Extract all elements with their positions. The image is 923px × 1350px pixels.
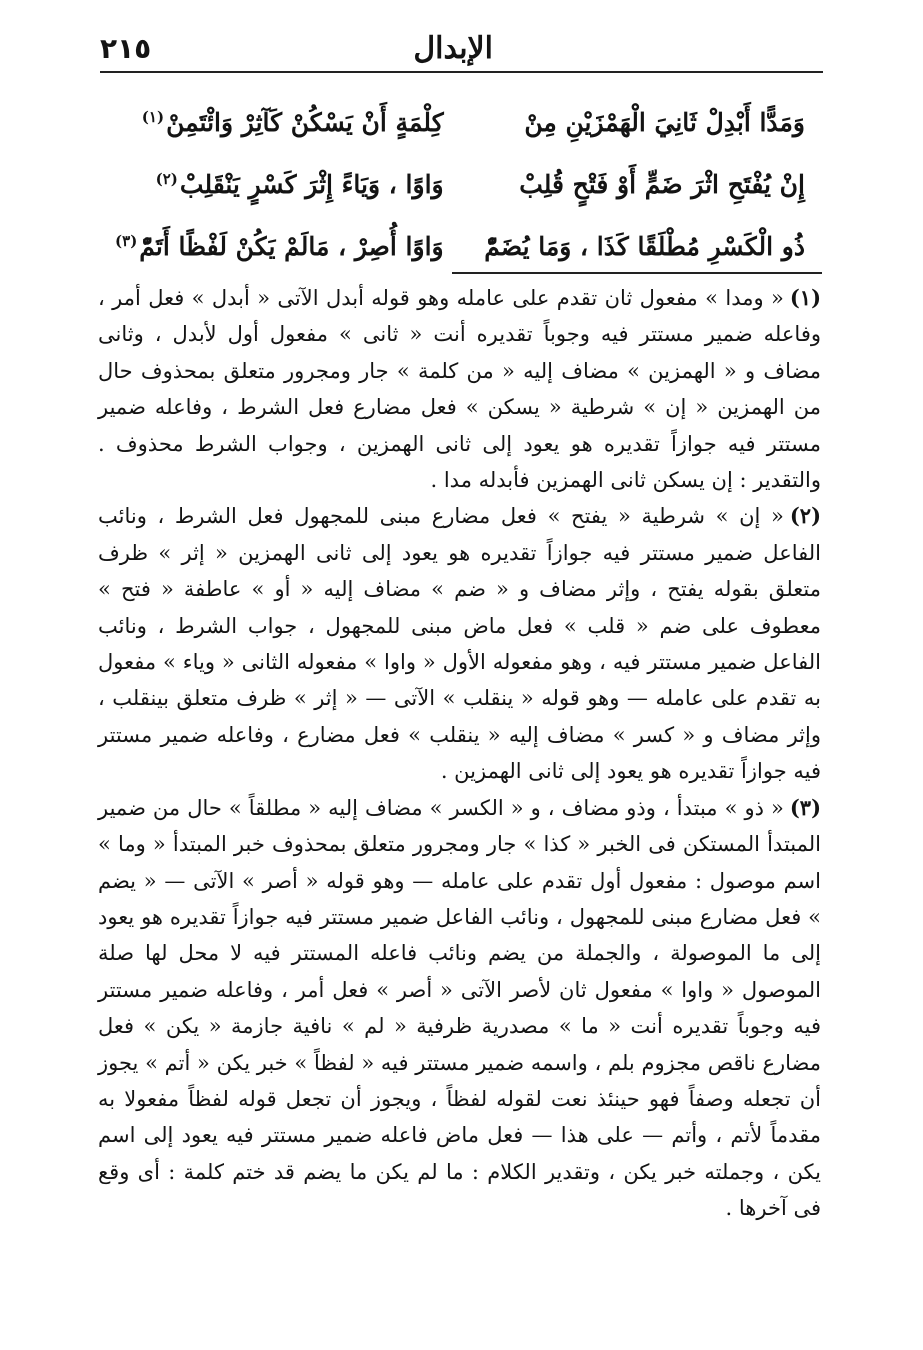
footnotes [98, 280, 821, 1227]
verse-second-hemistich [110, 216, 444, 278]
footnote-separator-rule [452, 272, 822, 274]
footnote-label: (٢) [789, 503, 821, 529]
footnote-text: « ذو » مبتدأ ، وذو مضاف ، و « الكسر » مضاف إليه « مطلقاً » حال من ضمير المبتدأ المستكن فى الخبر « كذا » جار ومجرور متعلق بمحذوف خبر المبتدأ « وما » اسم موصول : مفعول أول تقدم على عامله — وهو قوله « أصر » الآتى — « يضم » فعل مضارع مبنى للمجهول ، ونائب الفاعل ضمير مستتر فيه جوازاً تقديره هو يعود إلى ما الموصولة ، والجملة من يضم ونائب فاعله المستتر فيه لا محل لها صلة الموصول « واوا » مفعول ثان لأصر الآتى « أصر » فعل أمر ، وفاعله ضمير مستتر فيه وجوباً تقديره أنت « ما » مصدرية ظرفية « لم » نافية جازمة « يكن » فعل مضارع ناقص مجزوم بلم ، واسمه ضمير مستتر فيه « لفظاً » خبر يكن « أتم » يجوز أن تجعله وصفاً فهو حينئذ نعت لقوله لفظاً ، ويجوز أن تجعل قوله لفظاً مفعولا به مقدماً لأتم ، وأتم — على هذا — فعل ماض فاعله ضمير مستتر فيه يعود إلى اسم يكن ، وجملته خبر يكن ، وتقدير الكلام : ما لم يكن ما يضم قد ختم كلمة : أى وقع فى آخرها . [98, 795, 821, 1221]
page-header [100, 26, 823, 70]
footnote-reference: (٣) [115, 231, 138, 250]
footnote-reference: (٢) [155, 169, 178, 188]
verse-second-hemistich-text: وَاوًا ، وَيَاءً إِثْرَ كَسْرٍ يَنْقَلِبْ [179, 170, 444, 199]
page-number: ٢١٥ [100, 31, 152, 65]
footnote-label: (٣) [789, 794, 821, 820]
verse-line [110, 154, 805, 216]
footnote-text: « ومدا » مفعول ثان تقدم على عامله وهو قوله أبدل الآتى « أبدل » فعل أمر ، وفاعله ضمير مستتر فيه وجوباً تقديره أنت « ثانى » مفعول أول لأبدل ، وثانى مضاف و « الهمزين » مضاف إليه « من كلمة » جار ومجرور متعلق بمحذوف حال من الهمزين « إن » شرطية « يسكن » فعل مضارع فعل الشرط ، وفاعله ضمير مستتر فيه جوازاً تقديره هو يعود إلى ثانى الهمزين ، وجواب الشرط محذوف . والتقدير : إن يسكن ثانى الهمزين فأبدله مدا . [98, 286, 821, 493]
verse-second-hemistich-text: كِلْمَةٍ أَنْ يَسْكُنْ كَآثِرْ وَائْتَمِنْ [166, 108, 444, 137]
running-title: الإبدال [413, 30, 493, 66]
header-rule [100, 71, 823, 73]
verse-block [110, 92, 805, 278]
verse-first-hemistich: ذُو الْكَسْرِ مُطْلَقًا كَذَا ، وَمَا يُضَمّْ [484, 232, 805, 261]
verse-second-hemistich [110, 92, 444, 154]
verse-line [110, 92, 805, 154]
verse-first-hemistich: إِنْ يُفْتَحِ اثْرَ ضَمٍّ أَوْ فَتْحٍ قُلِبْ [519, 170, 805, 199]
footnote-reference: (١) [141, 107, 165, 126]
footnote-text: « إن » شرطية « يفتح » فعل مضارع مبنى للمجهول فعل الشرط ، ونائب الفاعل ضمير مستتر فيه جوازاً تقديره هو يعود إلى ثانى الهمزين « إثر » ظرف متعلق بقوله يفتح ، وإثر مضاف و « ضم » مضاف إليه « أو » عاطفة « فتح » معطوف على ضم « قلب » فعل ماض مبنى للمجهول ، جواب الشرط ، ونائب الفاعل ضمير مستتر فيه ، وهو مفعوله الأول « واوا » مفعوله الثانى « وياء » مفعول به تقدم على عامله — وهو قوله « ينقلب » الآتى — « إثر » ظرف متعلق بينقلب ، وإثر مضاف و « كسر » مضاف إليه « ينقلب » فعل مضارع ، وفاعله ضمير مستتر فيه جوازاً تقديره هو يعود إلى ثانى الهمزين . [98, 504, 821, 784]
footnote [98, 280, 821, 498]
footnote [98, 790, 821, 1227]
verse-second-hemistich-text: وَاوًا أُصِرْ ، مَالَمْ يَكُنْ لَفْظًا أَتَمّْ [139, 232, 444, 261]
footnote [98, 498, 821, 789]
verse-second-hemistich [110, 154, 444, 216]
verse-line [110, 216, 805, 278]
footnote-label: (١) [789, 285, 821, 310]
verse-first-hemistich: وَمَدًّا أَبْدِلْ ثَانِيَ الْهَمْزَيْنِ مِنْ [524, 108, 805, 137]
